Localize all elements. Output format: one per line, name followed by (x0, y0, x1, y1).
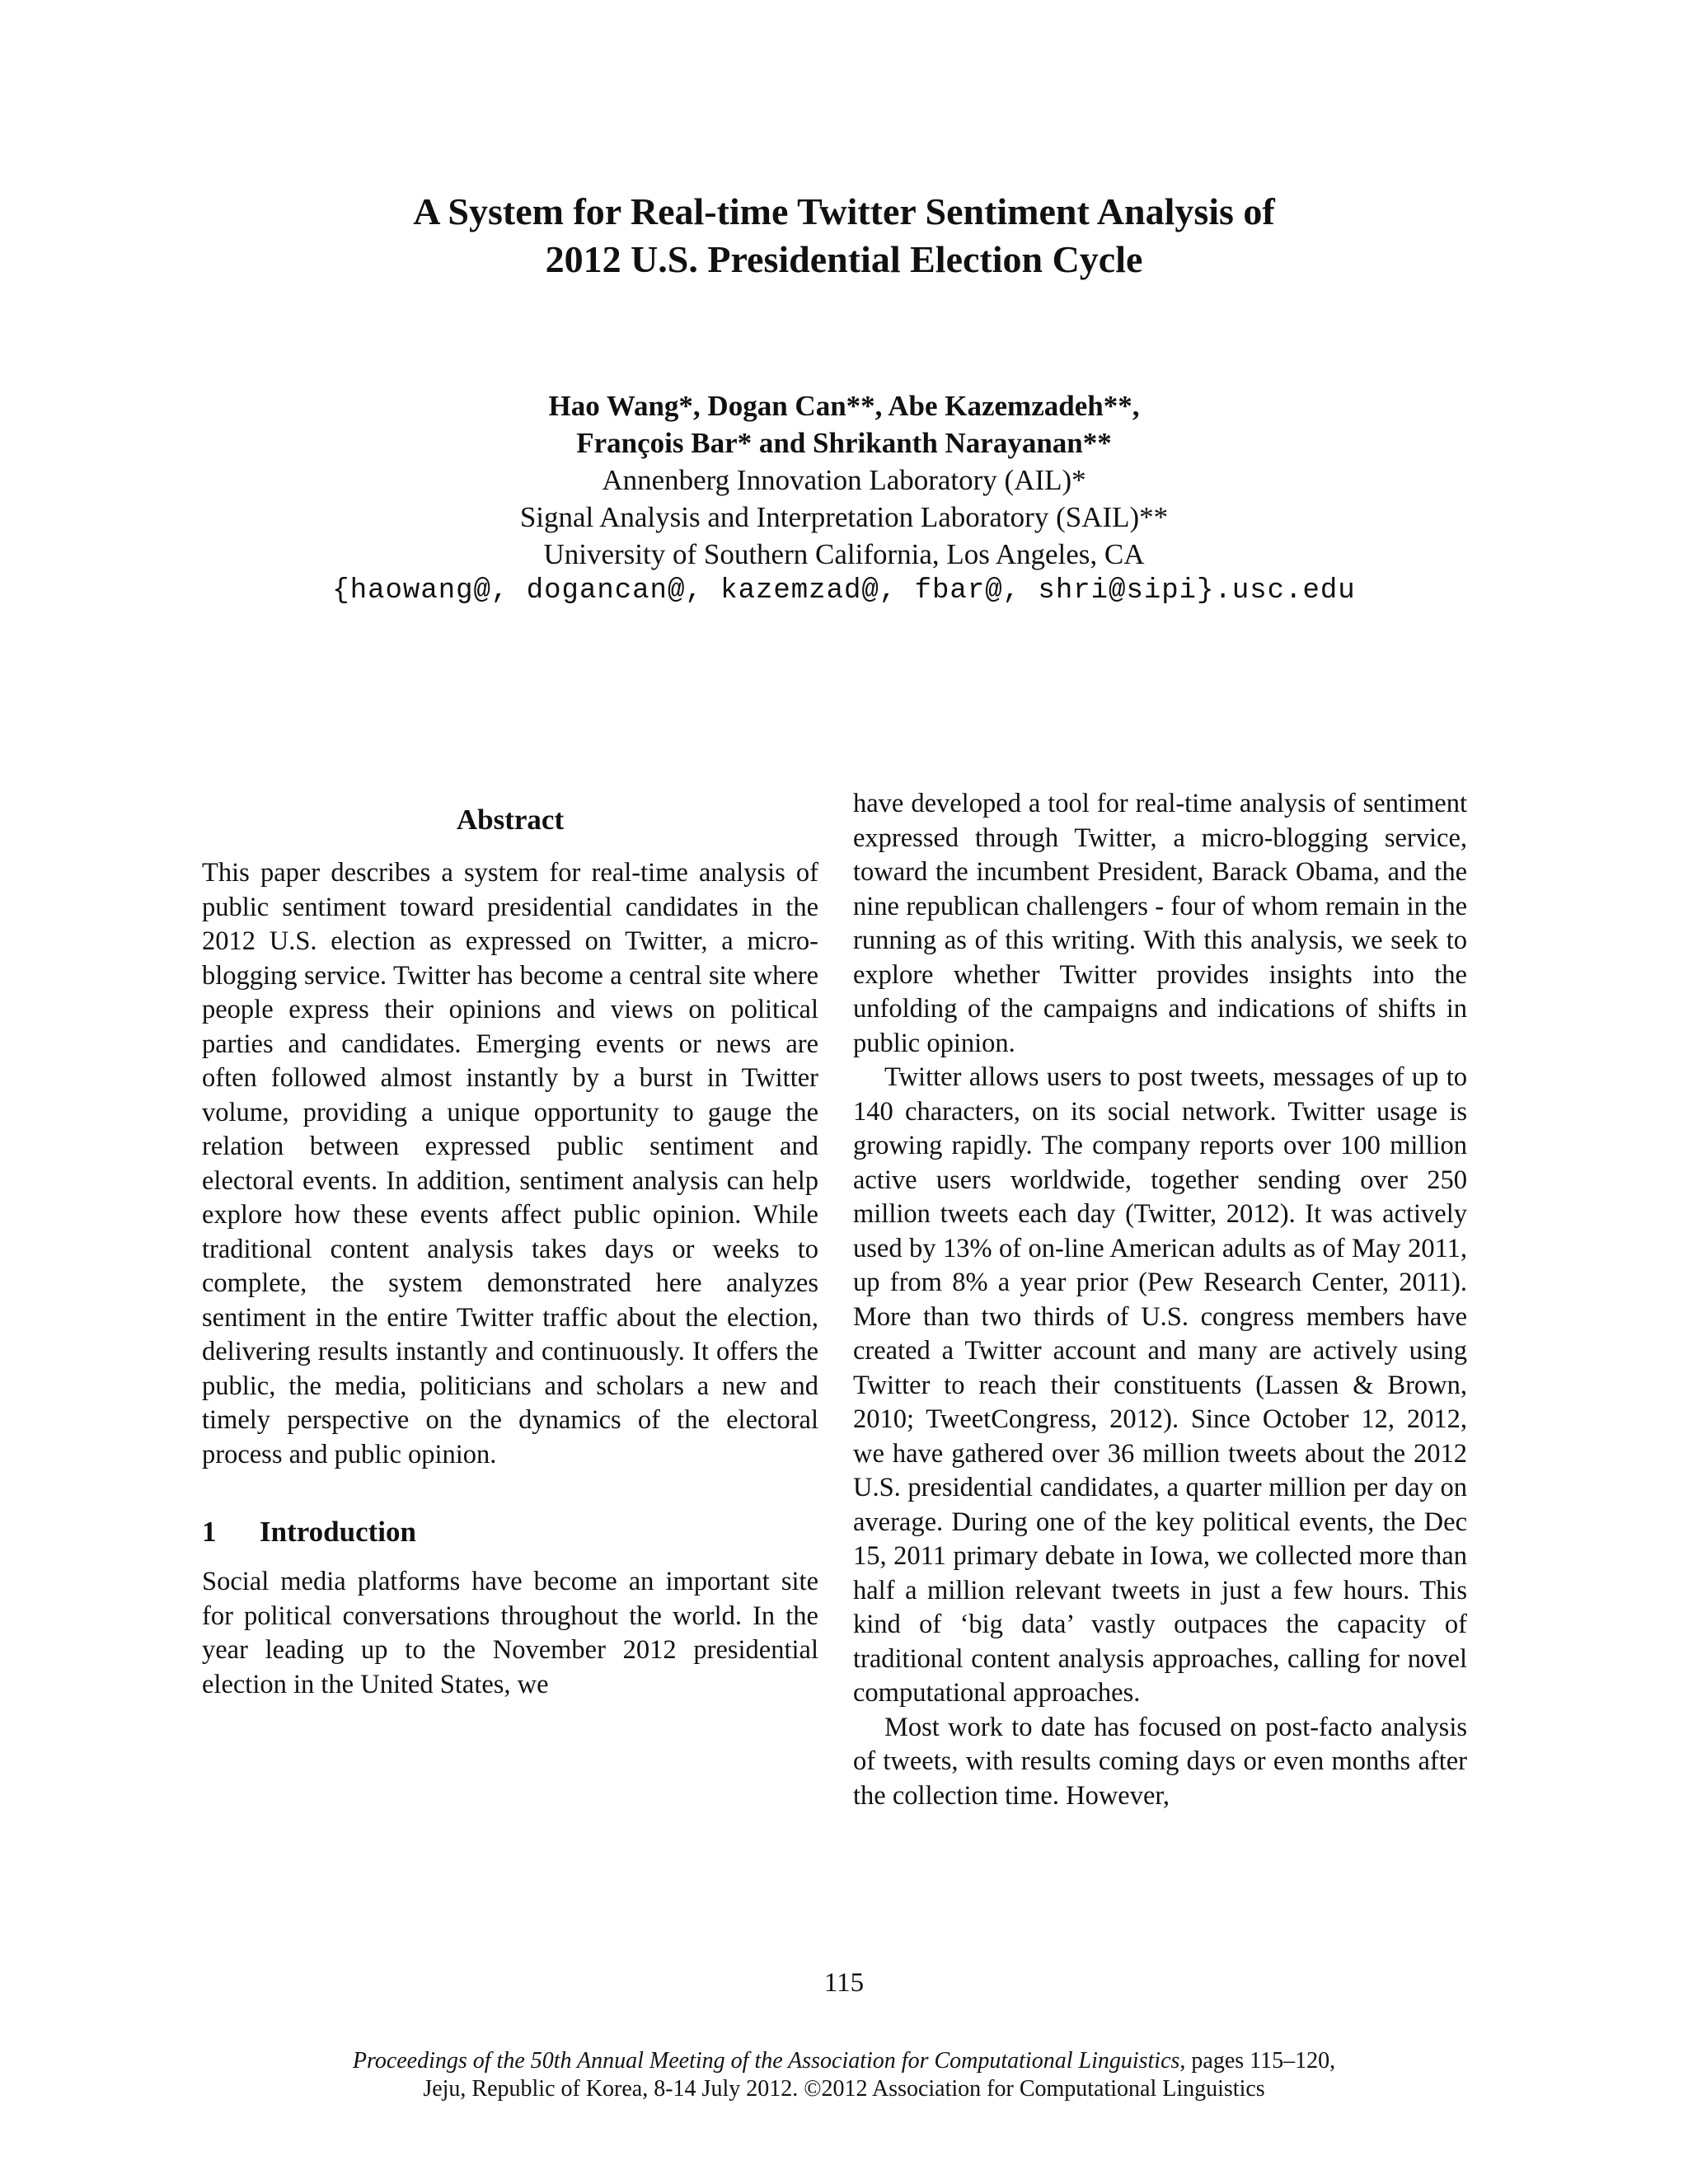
section-title: Introduction (260, 1516, 416, 1548)
footer-line-2: Jeju, Republic of Korea, 8-14 July 2012. ©2012 Association for Computational Linguistics (423, 2076, 1265, 2102)
right-column (853, 787, 1467, 1813)
section-heading-introduction (202, 1513, 818, 1550)
proceedings-title: Proceedings of the 50th Annual Meeting of the Association for Computational Linguistics (352, 2048, 1180, 2074)
intro-paragraph-1-end: have developed a tool for real-time analysis of sentiment expressed through Twitter, a micro-blogging service, toward the incumbent President, Barack Obama, and the nine republican challengers - four of whom remain in the running as of this writing. With this analysis, we seek to explore whether Twitter provides insights into the unfolding of the campaigns and indications of shifts in public opinion. (853, 789, 1467, 1058)
abstract-heading: Abstract (456, 804, 565, 836)
affiliation-1: Annenberg Innovation Laboratory (AIL)* (602, 464, 1086, 496)
intro-paragraph-3: Most work to date has focused on post-facto analysis of tweets, with results coming days or even months after the collection time. However, (853, 1712, 1467, 1811)
proceedings-footer (165, 2047, 1523, 2103)
author-names-line-2: François Bar* and Shrikanth Narayanan** (576, 427, 1112, 459)
left-column (202, 801, 818, 1702)
proceedings-pages: , pages 115–120, (1179, 2048, 1336, 2074)
author-emails: {haowang@, dogancan@, kazemzad@, fbar@, shri@sipi}.usc.edu (332, 575, 1356, 607)
abstract-body: This paper describes a system for real-time analysis of public sentiment toward presidential candidates in the 2012 U.S. election as expressed on Twitter, a micro-blogging service. Twitter has become a central site where people express their opinions and views on political parties and candidates. Emerging events or news are often followed almost instantly by a burst in Twitter volume, providing a unique opportunity to gauge the relation between expressed public sentiment and electoral events. In addition, sentiment analysis can help explore how these events affect public opinion. While traditional content analysis takes days or weeks to complete, the system demonstrated here analyzes sentiment in the entire Twitter traffic about the election, delivering results instantly and continuously. It offers the public, the media, politicians and scholars a new and timely perspective on the dynamics of the electoral process and public opinion. (202, 858, 818, 1469)
intro-paragraph-1-start: Social media platforms have become an important site for political conversations throughout the world. In the year leading up to the November 2012 presidential election in the United States, we (202, 1567, 818, 1699)
title-line-1: A System for Real-time Twitter Sentiment Analysis of (413, 190, 1275, 232)
page-number: 115 (823, 1968, 865, 1998)
affiliation-3: University of Southern California, Los Angeles, CA (543, 538, 1145, 570)
footer-line-1 (165, 2047, 1523, 2075)
section-number: 1 (202, 1516, 217, 1548)
intro-paragraph-2: Twitter allows users to post tweets, messages of up to 140 characters, on its social network. Twitter usage is growing rapidly. The company reports over 100 million active users worldwide, together sending over 250 million tweets each day (Twitter, 2012). It was actively used by 13% of on-line American adults as of May 2011, up from 8% a year prior (Pew Research Center, 2011). More than two thirds of U.S. congress members have created a Twitter account and many are actively using Twitter to reach their constituents (Lassen & Brown, 2010; TweetCongress, 2012). Since October 12, 2012, we have gathered over 36 million tweets about the 2012 U.S. presidential candidates, a quarter million per day on average. During one of the key political events, the Dec 15, 2011 primary debate in Iowa, we collected more than half a million relevant tweets in just a few hours. This kind of ‘big data’ vastly outpaces the capacity of traditional content analysis approaches, calling for novel computational approaches. (853, 1062, 1467, 1708)
author-names-line-1: Hao Wang*, Dogan Can**, Abe Kazemzadeh**, (548, 390, 1140, 422)
title-line-2: 2012 U.S. Presidential Election Cycle (545, 238, 1143, 280)
paper-title (165, 188, 1523, 284)
author-block (165, 387, 1523, 610)
affiliation-2: Signal Analysis and Interpretation Laboratory (SAIL)** (519, 501, 1169, 533)
